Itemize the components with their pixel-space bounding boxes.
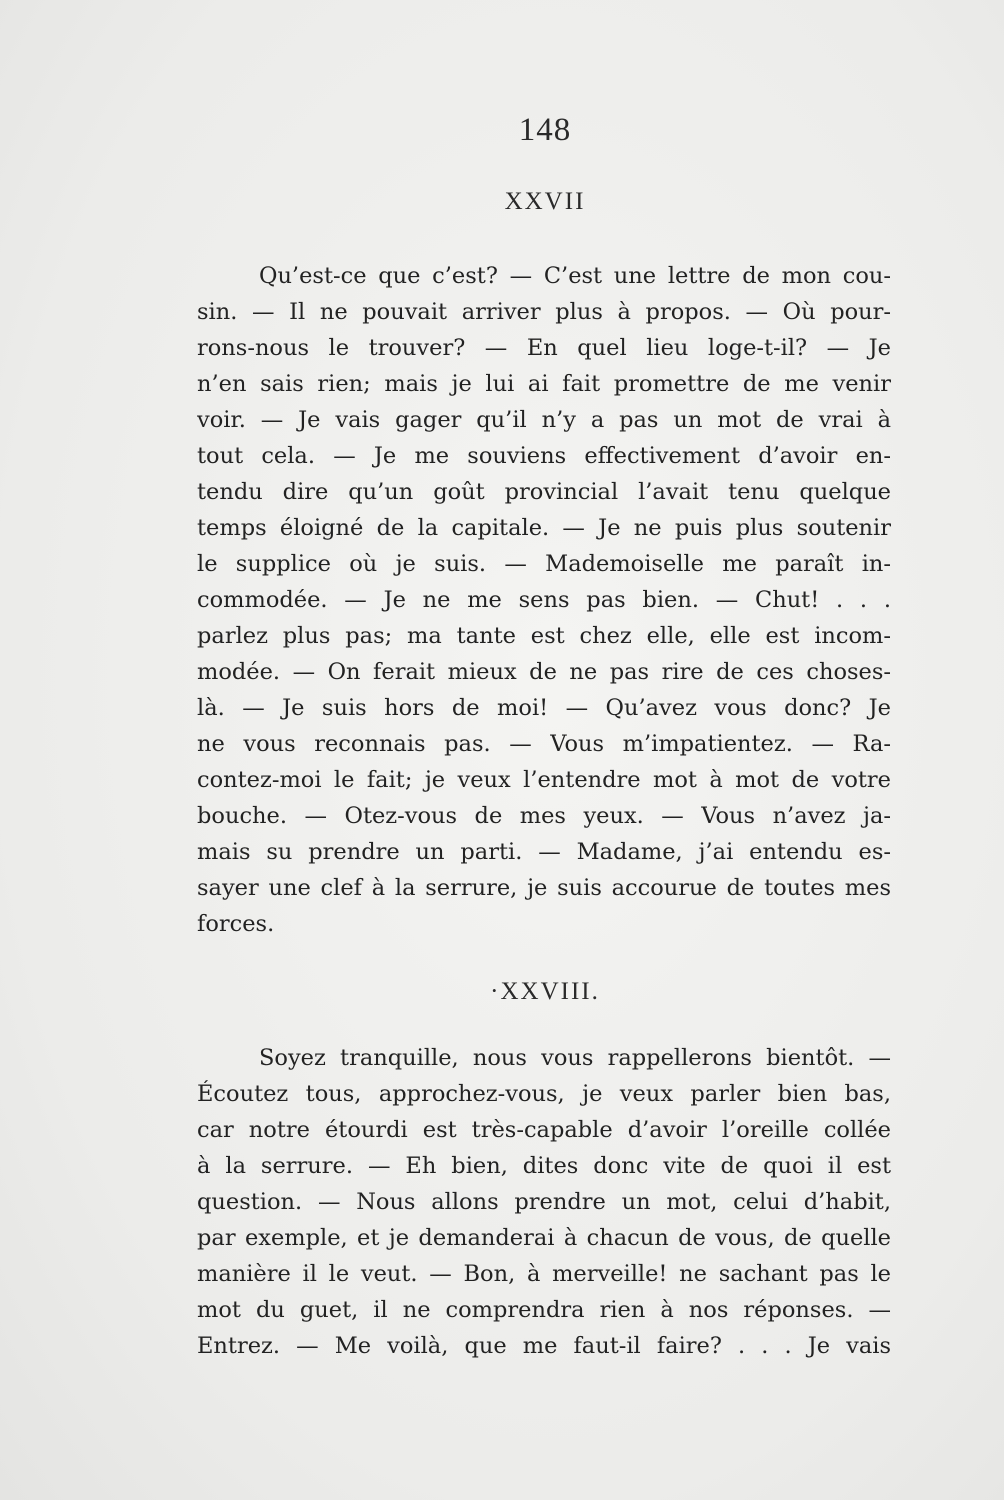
text-line: Entrez. — Me voilà, que me faut-il faire? . . . Je vais xyxy=(197,1333,891,1359)
text-line: tendu dire qu’un goût provincial l’avait tenu quelque xyxy=(197,479,891,505)
text-line: n’en sais rien; mais je lui ai fait promettre de me venir xyxy=(197,371,891,397)
text-line: rons-nous le trouver? — En quel lieu loge-t-il? — Je xyxy=(197,335,891,361)
section-heading: ·XXVIII. xyxy=(490,978,600,1005)
text-line: question. — Nous allons prendre un mot, celui d’habit, xyxy=(197,1189,891,1215)
text-line: sayer une clef à la serrure, je suis accourue de toutes mes xyxy=(197,875,891,901)
text-line: tout cela. — Je me souviens effectivement d’avoir en- xyxy=(197,443,891,469)
text-line: modée. — On ferait mieux de ne pas rire de ces choses- xyxy=(197,659,891,685)
text-line: parlez plus pas; ma tante est chez elle, elle est incom- xyxy=(197,623,891,649)
section-text xyxy=(197,258,891,942)
section-heading: XXVII xyxy=(504,188,586,215)
section-text xyxy=(197,1040,891,1364)
text-line: voir. — Je vais gager qu’il n’y a pas un mot de vrai à xyxy=(197,407,891,433)
text-line: forces. xyxy=(197,911,275,937)
text-line: commodée. — Je ne me sens pas bien. — Chut! . . . xyxy=(197,587,891,613)
text-line: Écoutez tous, approchez-vous, je veux parler bien bas, xyxy=(197,1081,891,1107)
text-line: Qu’est-ce que c’est? — C’est une lettre de mon cou- xyxy=(259,263,891,289)
text-line: mot du guet, il ne comprendra rien à nos réponses. — xyxy=(197,1297,891,1323)
text-line: manière il le veut. — Bon, à merveille! ne sachant pas le xyxy=(197,1261,891,1287)
text-line: ne vous reconnais pas. — Vous m’impatientez. — Ra- xyxy=(197,731,891,757)
text-line: par exemple, et je demanderai à chacun de vous, de quelle xyxy=(197,1225,891,1251)
text-line: le supplice où je suis. — Mademoiselle me paraît in- xyxy=(197,551,891,577)
text-line: contez-moi le fait; je veux l’entendre mot à mot de votre xyxy=(197,767,891,793)
page-number: 148 xyxy=(518,112,572,148)
text-line: sin. — Il ne pouvait arriver plus à propos. — Où pour- xyxy=(197,299,891,325)
text-line: temps éloigné de la capitale. — Je ne puis plus soutenir xyxy=(197,515,891,541)
text-line: à la serrure. — Eh bien, dites donc vite de quoi il est xyxy=(197,1153,891,1179)
text-line: là. — Je suis hors de moi! — Qu’avez vous donc? Je xyxy=(197,695,891,721)
text-line: bouche. — Otez-vous de mes yeux. — Vous n’avez ja- xyxy=(197,803,891,829)
text-line: car notre étourdi est très-capable d’avoir l’oreille collée xyxy=(197,1117,891,1143)
text-line: Soyez tranquille, nous vous rappellerons bientôt. — xyxy=(259,1045,891,1071)
text-line: mais su prendre un parti. — Madame, j’ai entendu es- xyxy=(197,839,891,865)
